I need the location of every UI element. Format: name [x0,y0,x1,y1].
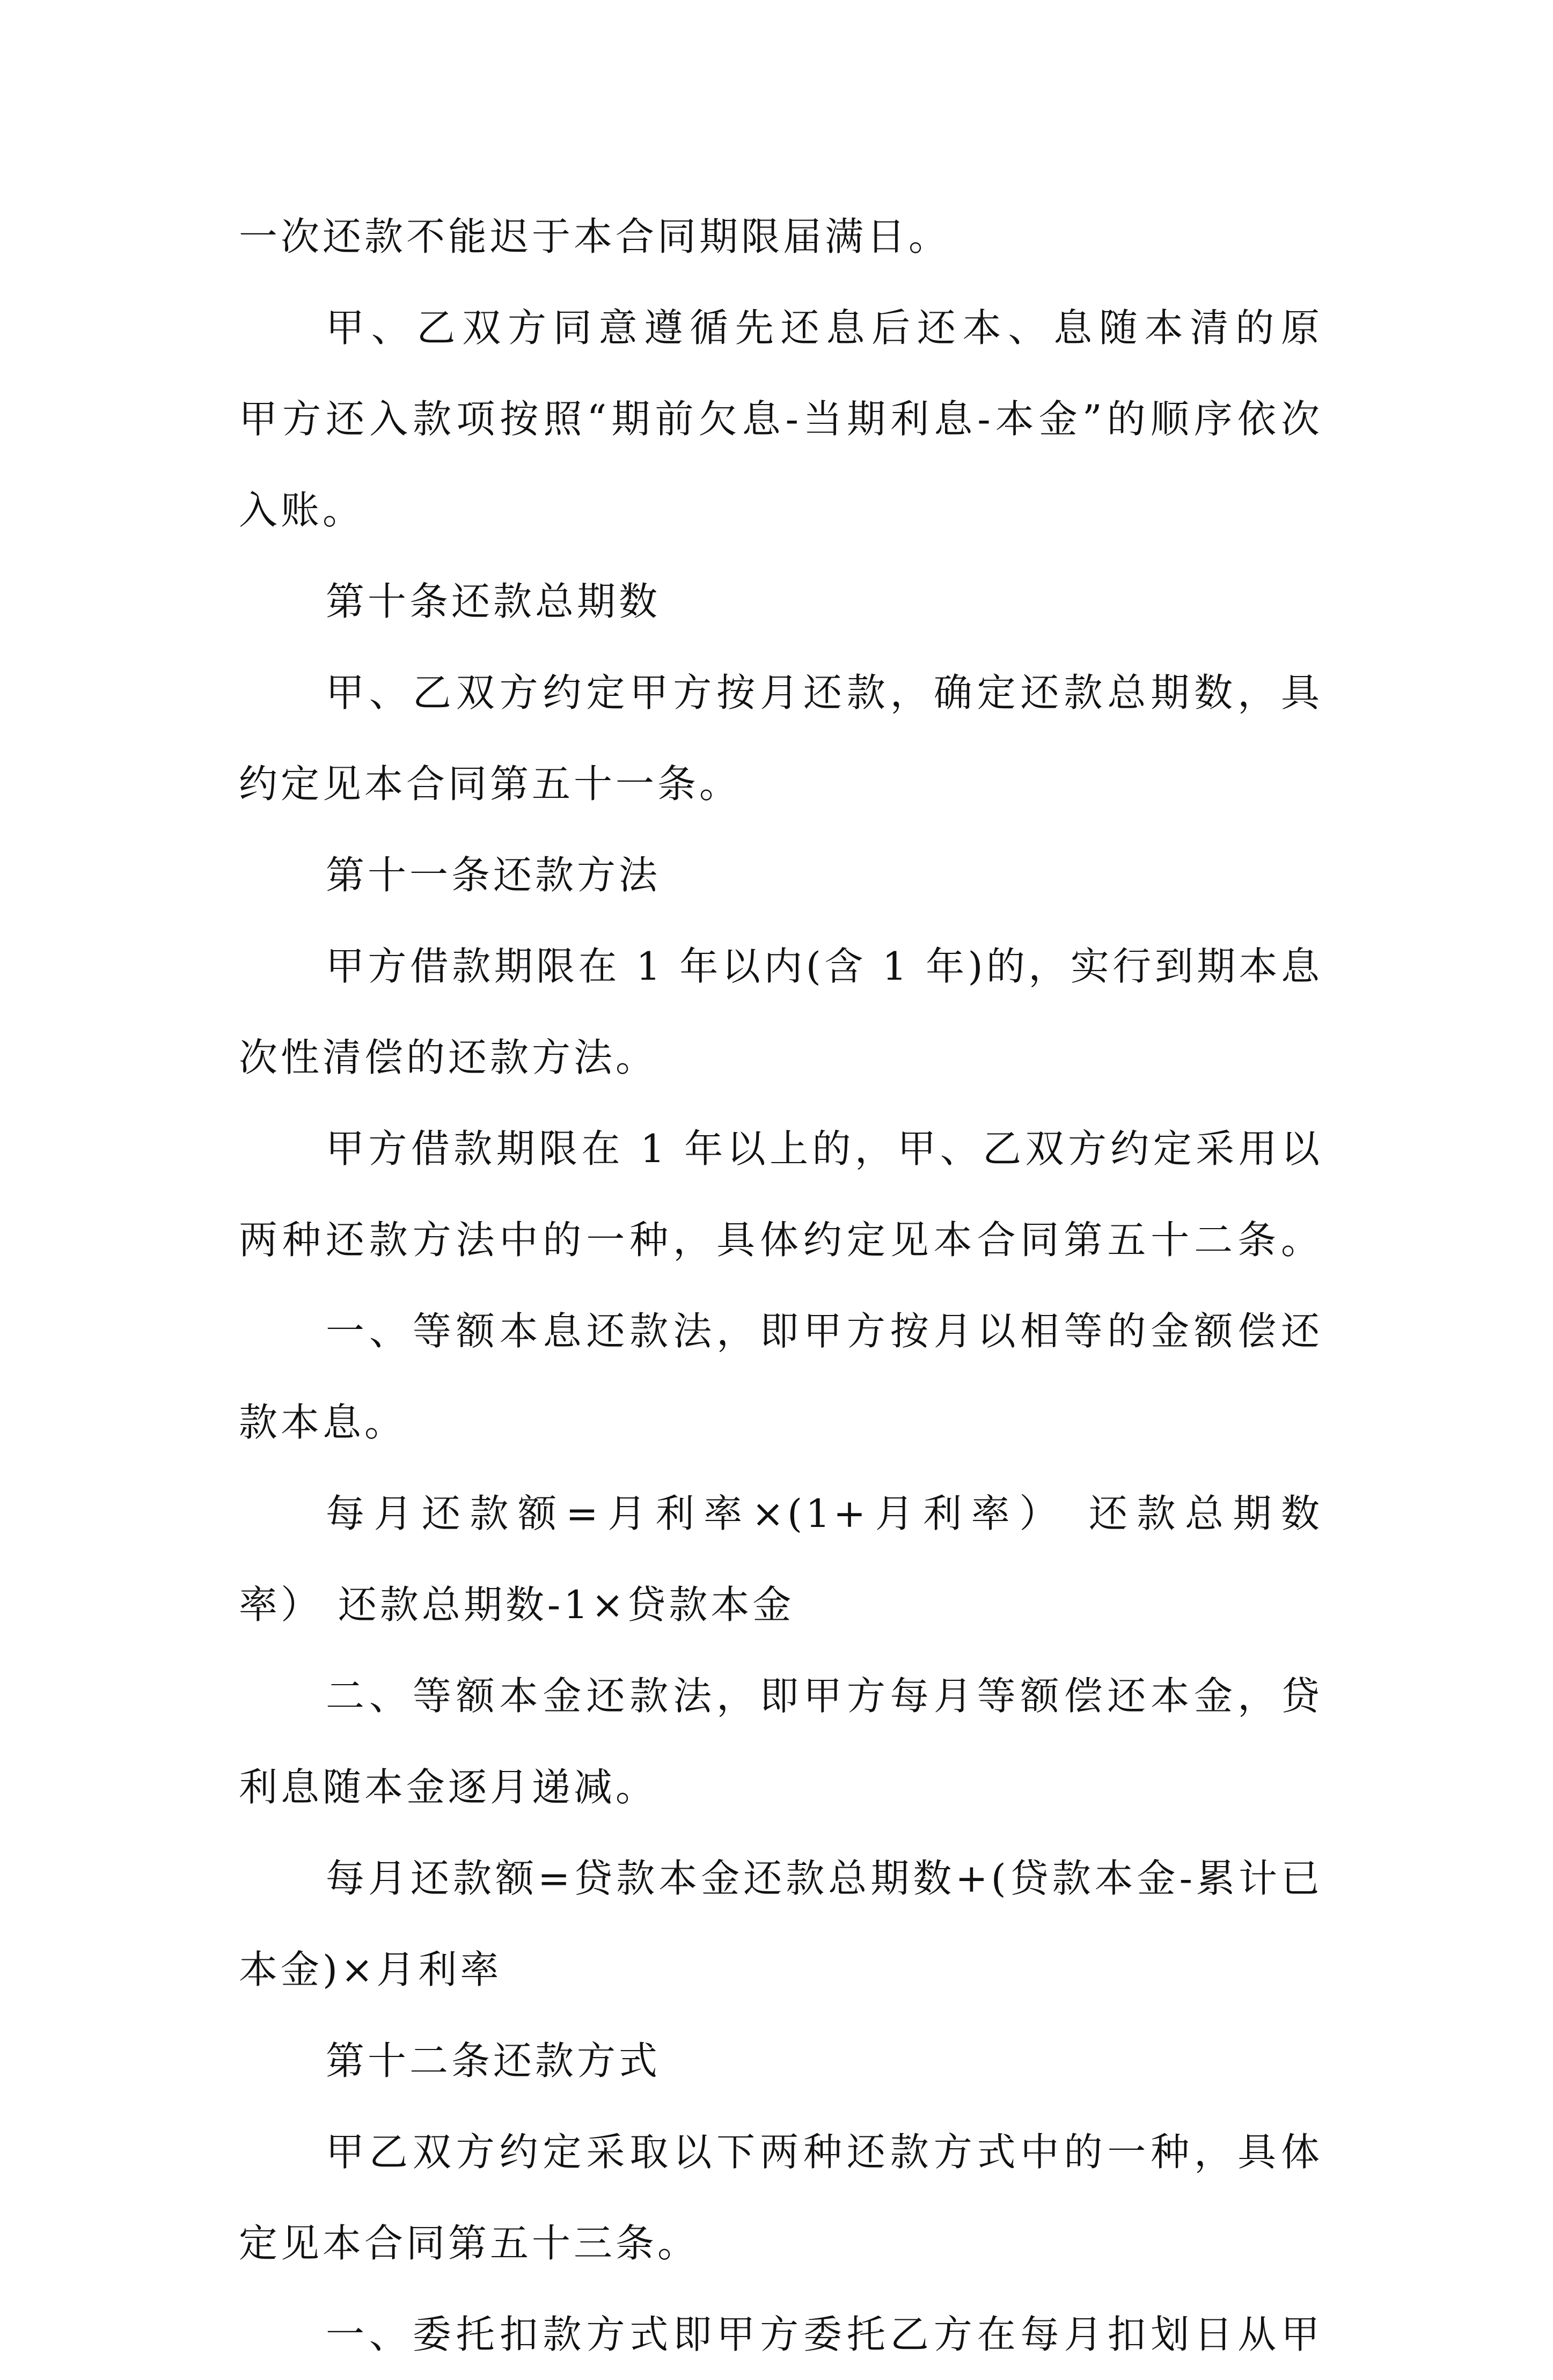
text-line: 第十条还款总期数 [326,579,661,624]
text-line: 本金)×月利率 [239,1947,502,1992]
text-line: 甲方借款期限在 1 年以上的，甲、乙双方约定采用以 [326,1126,1323,1171]
contract-text-body [239,191,1323,2380]
text-line: 约定见本合同第五十一条。 [239,761,742,806]
text-line: 入账。 [239,488,365,533]
text-line: 定见本合同第五十三条。 [239,2221,700,2266]
text-line: 每月还款额=贷款本金还款总期数+(贷款本金-累计已 [326,1856,1323,1901]
text-line: 两种还款方法中的一种，具体约定见本合同第五十二条。 [239,1217,1323,1262]
text-line: 每月还款额=月利率×(1+月利率） 还款总期数 [326,1491,1323,1536]
text-line: 二、等额本金还款法，即甲方每月等额偿还本金，贷 [326,1673,1323,1718]
text-line: 一、等额本息还款法，即甲方按月以相等的金额偿还 [326,1309,1323,1354]
text-line: 利息随本金逐月递减。 [239,1765,658,1810]
text-line: 一次还款不能迟于本合同期限届满日。 [239,214,951,259]
text-line: 甲、乙双方约定甲方按月还款，确定还款总期数，具 [326,670,1323,715]
text-line: 第十一条还款方法 [326,853,661,898]
text-line: 甲乙双方约定采取以下两种还款方式中的一种，具体 [326,2129,1323,2175]
text-line: 甲、乙双方同意遵循先还息后还本、息随本清的原 [326,305,1323,350]
text-line: 甲方借款期限在 1 年以内(含 1 年)的，实行到期本息 [326,944,1323,989]
text-line: 甲方还入款项按照“期前欠息-当期利息-本金”的顺序依次 [239,396,1323,442]
text-line: 次性清偿的还款方法。 [239,1035,658,1080]
text-line: 一、委托扣款方式即甲方委托乙方在每月扣划日从甲 [326,2312,1323,2357]
text-line: 第十二条还款方式 [326,2038,661,2083]
text-line: 率） 还款总期数-1×贷款本金 [239,1582,795,1627]
text-line: 款本息。 [239,1400,407,1445]
